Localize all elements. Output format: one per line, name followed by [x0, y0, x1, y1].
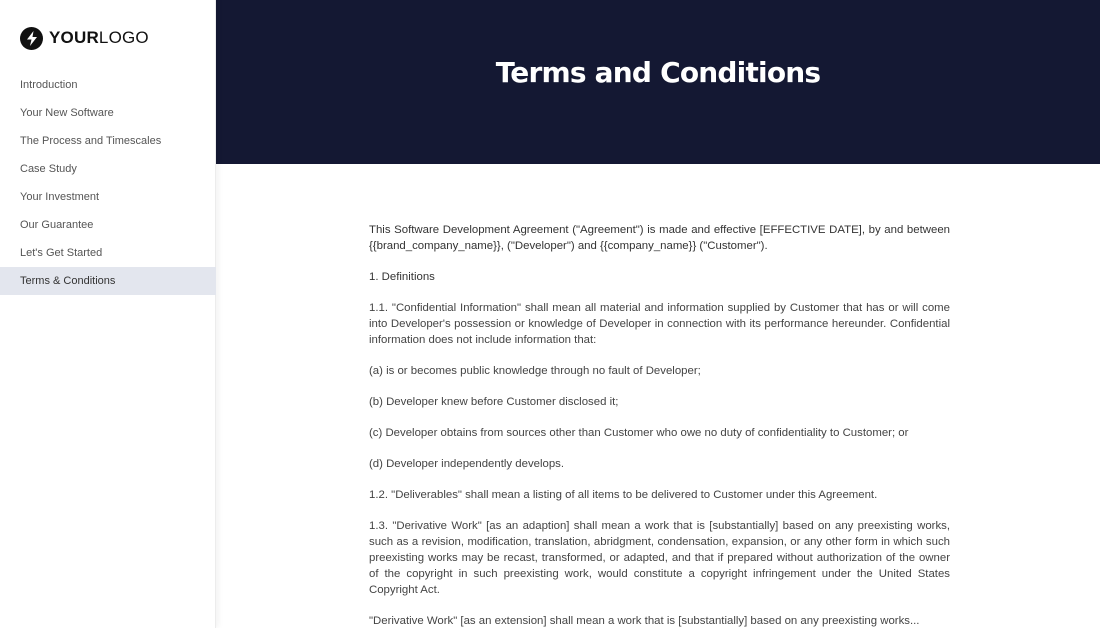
page-header: [216, 0, 1100, 164]
list-item-a: (a) is or becomes public knowledge through no fault of Developer;: [369, 365, 701, 377]
terms-content: [369, 222, 950, 628]
logo-text-bold: YOUR: [49, 28, 99, 47]
sidebar-item-process-and-timescales[interactable]: The Process and Timescales: [20, 135, 162, 147]
intro-paragraph: This Software Development Agreement ("Agreement") is made and effective [EFFECTIVE DATE], by and between {{brand_company_name}}, ("Developer") and {{company_name}} ("Customer").: [369, 224, 950, 252]
derivative-work-extension: "Derivative Work" [as an extension] shall mean a work that is [substantially] based on any preexisting works...: [369, 615, 920, 627]
list-item-d: (d) Developer independently develops.: [369, 458, 565, 470]
logo[interactable]: [20, 26, 149, 50]
definition-1-3: 1.3. "Derivative Work" [as an adaption] shall mean a work that is [substantially] based on any preexisting works, such as a revision, modification, translation, abridgment, condensation, expansion, or any other form in which such preexisting works may be recast, transformed, or adapted, and that if prepared without authorization of the owner of the copyright in such preexisting work, would constitute a copyright infringement under the United States Copyright Act.: [369, 520, 950, 596]
sidebar-item-lets-get-started[interactable]: Let's Get Started: [20, 247, 103, 259]
list-item-c: (c) Developer obtains from sources other than Customer who owe no duty of confidentiality to Customer; or: [369, 427, 909, 439]
definition-1-2: 1.2. "Deliverables" shall mean a listing of all items to be delivered to Customer under this Agreement.: [369, 489, 878, 501]
sidebar: [0, 0, 216, 628]
sidebar-item-your-investment[interactable]: Your Investment: [20, 191, 100, 203]
definition-1-1: 1.1. "Confidential Information" shall mean all material and information supplied by Customer that has or will come into Developer's possession or knowledge of Developer in connection with its performance hereunder. Confidential information does not include information that:: [369, 302, 950, 346]
section-heading: 1. Definitions: [369, 271, 435, 283]
sidebar-item-case-study[interactable]: Case Study: [20, 163, 77, 175]
logo-text: [49, 28, 149, 48]
sidebar-nav: [0, 71, 216, 295]
list-item-b: (b) Developer knew before Customer disclosed it;: [369, 396, 619, 408]
page-title: Terms and Conditions: [495, 55, 821, 89]
lightning-bolt-icon: [20, 27, 43, 50]
sidebar-item-our-guarantee[interactable]: Our Guarantee: [20, 219, 94, 231]
sidebar-item-introduction[interactable]: Introduction: [20, 79, 78, 91]
logo-text-light: LOGO: [98, 28, 149, 47]
sidebar-item-terms-and-conditions[interactable]: Terms & Conditions: [0, 267, 216, 295]
sidebar-item-your-new-software[interactable]: Your New Software: [20, 107, 114, 119]
